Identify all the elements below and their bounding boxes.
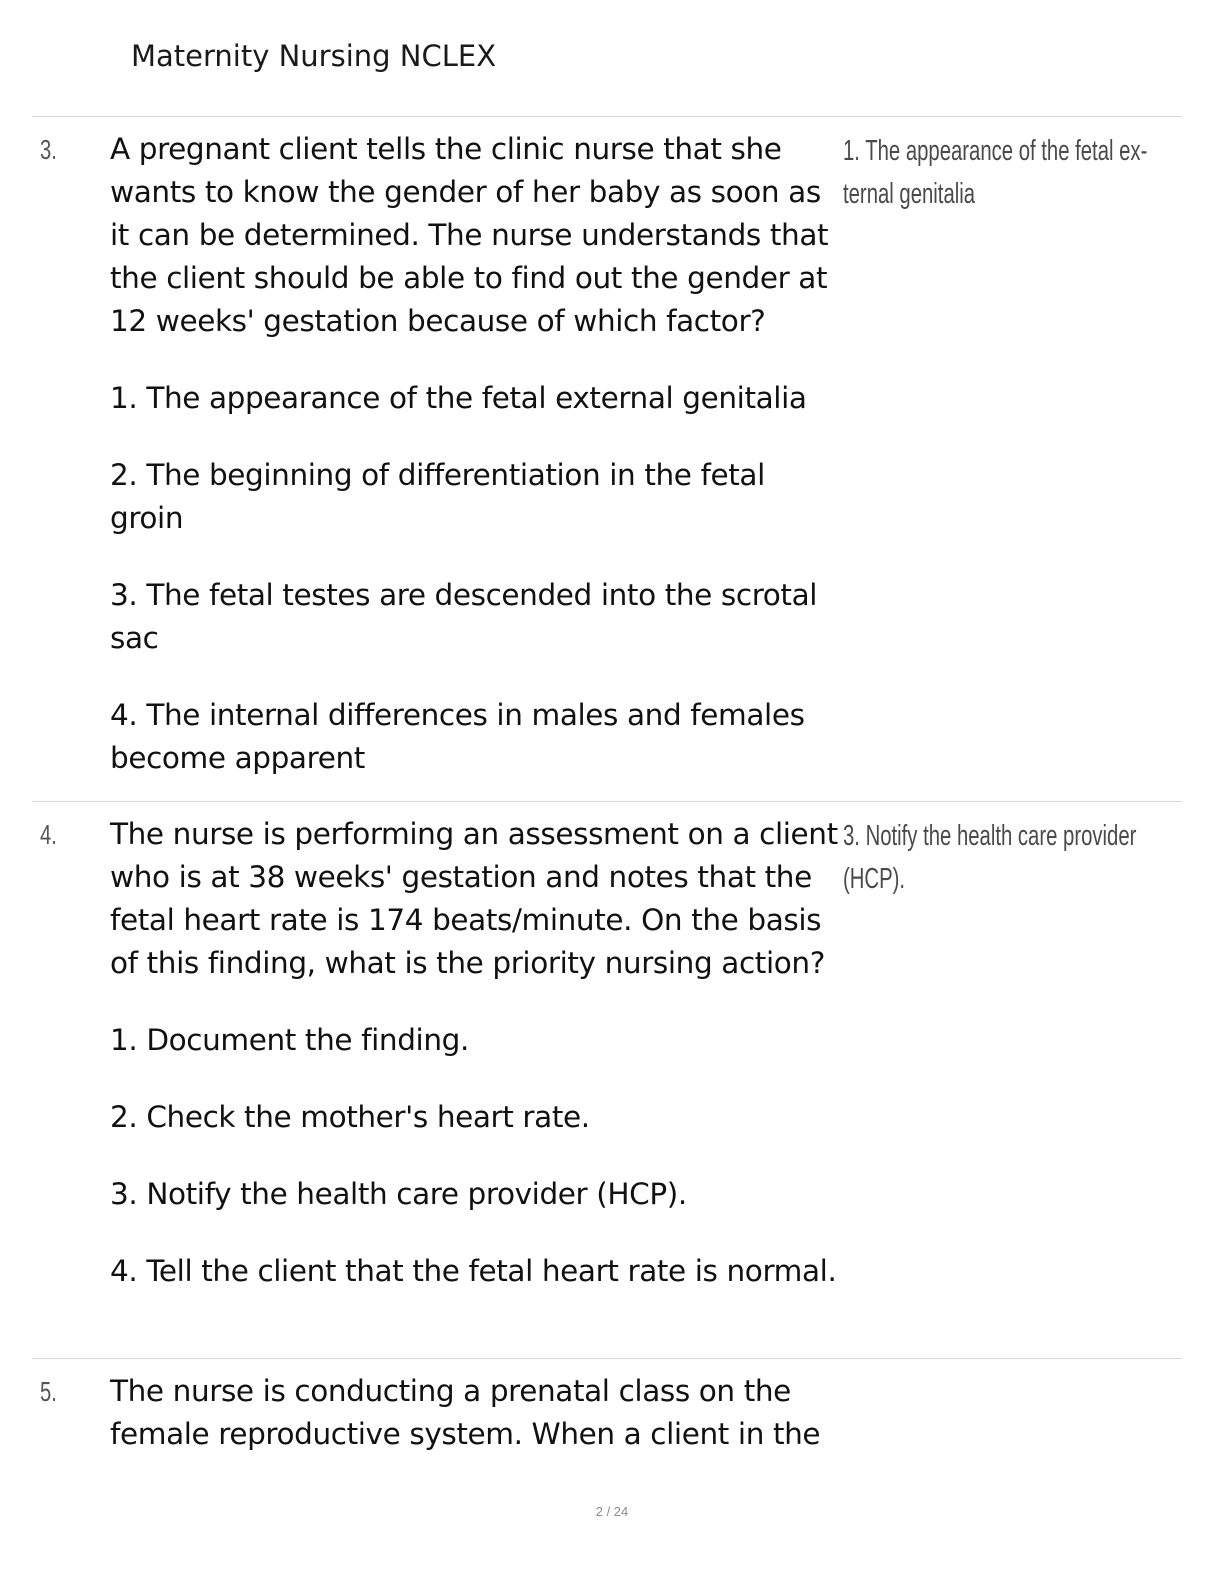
question-number: 4. [40, 819, 57, 850]
option-2: 2. The beginning of differentiation in the fetal groin [110, 458, 765, 535]
option-3: 3. Notify the health care provider (HCP). [110, 1177, 687, 1211]
divider [32, 1358, 1182, 1359]
option-1: 1. The appearance of the fetal external genitalia [110, 381, 807, 415]
option-1: 1. Document the finding. [110, 1023, 469, 1057]
answer-text: 1. The appearance of the fetal ex- ternal genitalia [843, 135, 1148, 210]
question-body [110, 813, 845, 1293]
option-4: 4. The internal differences in males and females become apparent [110, 698, 805, 775]
question-text: The nurse is performing an assessment on a client who is at 38 weeks' gestation and notes that the fetal heart rate is 174 beats/minute. On the basis of this finding, what is the priority nursing action? [110, 817, 838, 980]
question-body [110, 128, 845, 780]
divider [32, 116, 1182, 117]
option-2: 2. Check the mother's heart rate. [110, 1100, 590, 1134]
option-4: 4. Tell the client that the fetal heart rate is normal. [110, 1254, 837, 1288]
answer-options [110, 1019, 845, 1293]
page-indicator: 2 / 24 [595, 1504, 629, 1519]
divider [32, 801, 1182, 802]
question-text: A pregnant client tells the clinic nurse that she wants to know the gender of her baby as soon as it can be determined. The nurse understands that the client should be able to find out the gender at 12 weeks' gestation because of which factor? [110, 132, 829, 338]
question-body [110, 1370, 845, 1456]
question-number: 3. [40, 134, 57, 165]
question-text: The nurse is conducting a prenatal class on the female reproductive system. When a client in the [110, 1374, 821, 1451]
question-number: 5. [40, 1376, 57, 1407]
answer-options [110, 377, 845, 780]
option-3: 3. The fetal testes are descended into the scrotal sac [110, 578, 818, 655]
page-title: Maternity Nursing NCLEX [131, 39, 497, 73]
answer-text: 3. Notify the health care provider (HCP). [843, 820, 1137, 895]
